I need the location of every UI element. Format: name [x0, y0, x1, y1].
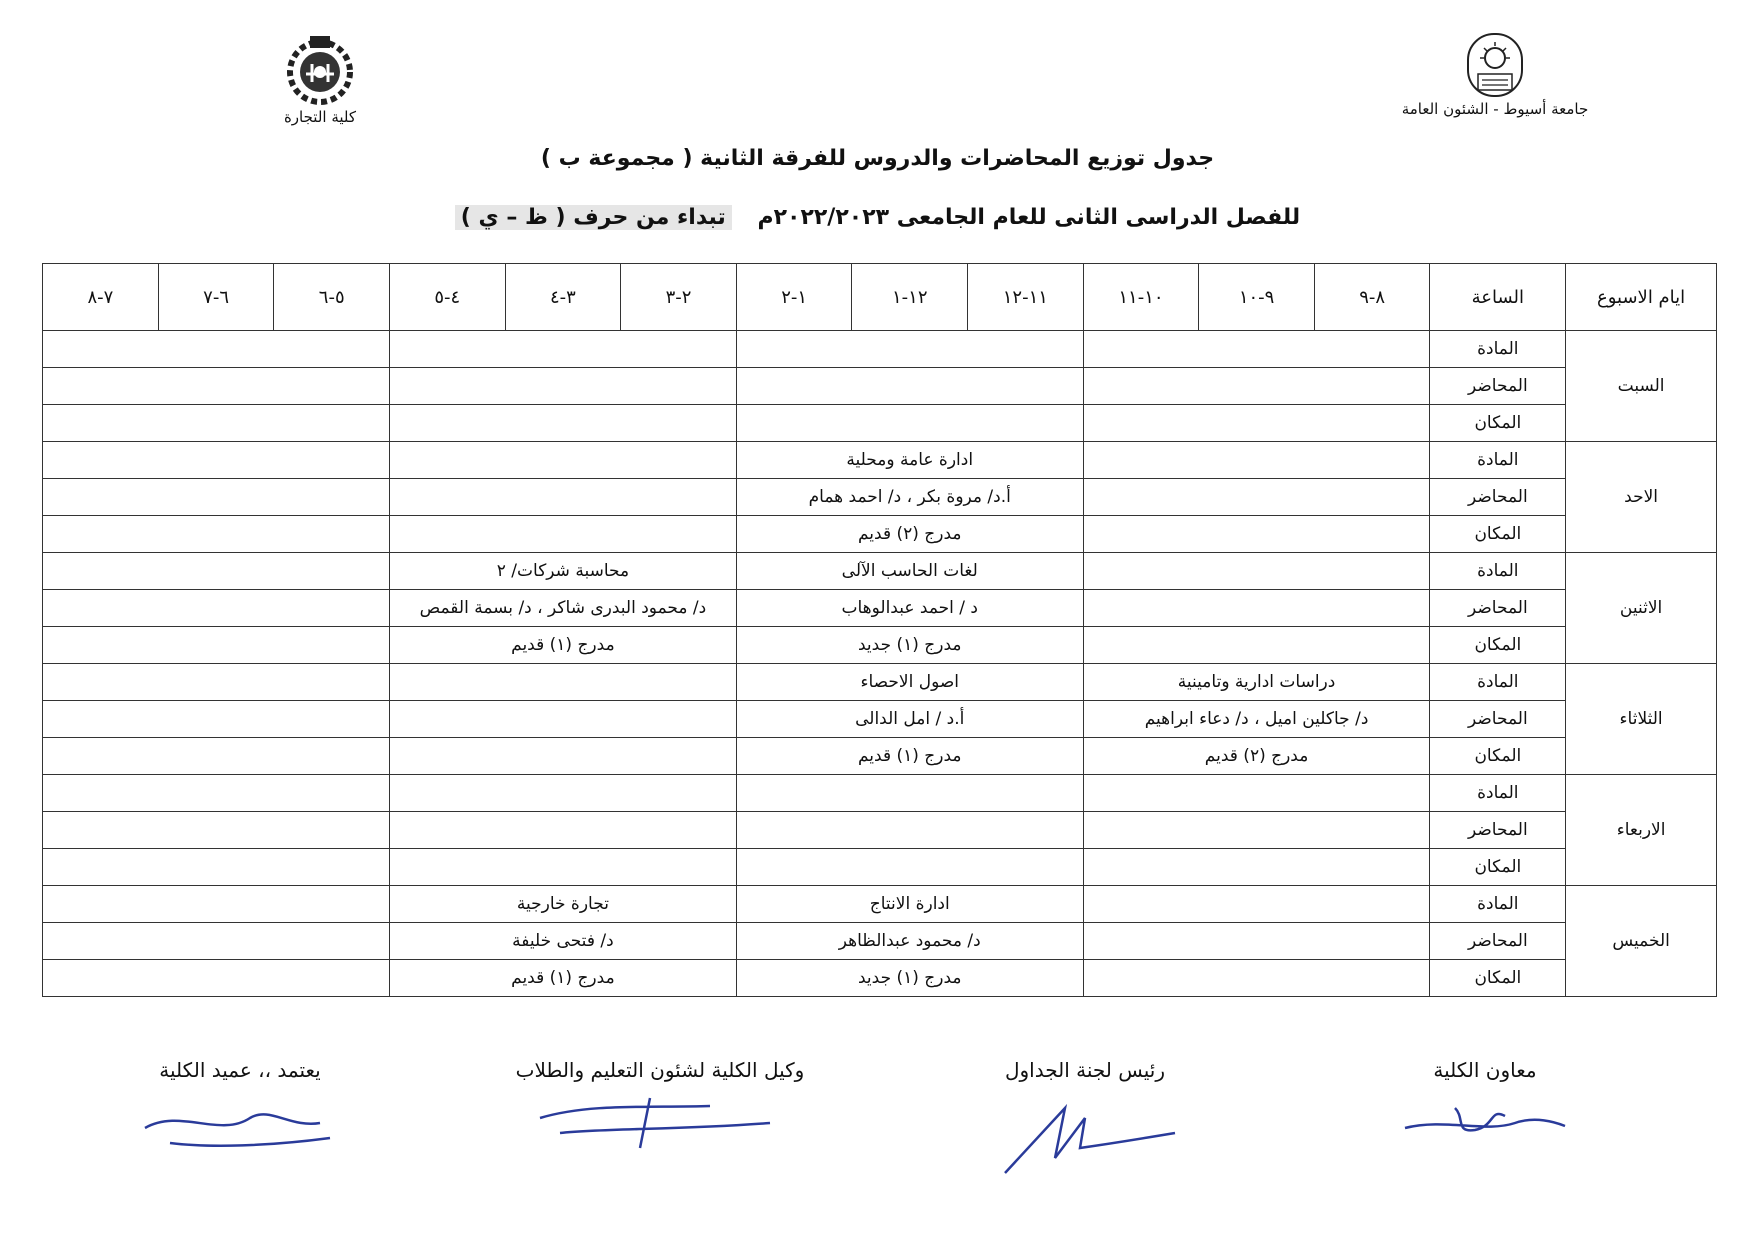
slot-cell	[390, 849, 737, 886]
table-row	[43, 331, 1717, 368]
day-name: السبت	[1566, 331, 1717, 442]
table-row	[43, 516, 1717, 553]
slot-cell	[390, 775, 737, 812]
handwritten-signature-icon	[530, 1088, 790, 1158]
signature-vice-dean	[480, 1058, 840, 1158]
slot-cell: د/ فتحى خليفة	[390, 923, 737, 960]
slot-cell	[390, 738, 737, 775]
table-row	[43, 849, 1717, 886]
slot-cell	[43, 368, 390, 405]
day-name: الاربعاء	[1566, 775, 1717, 886]
time-header: ١-٢	[736, 264, 852, 331]
time-header: ١٢-١	[852, 264, 968, 331]
slot-cell	[736, 812, 1083, 849]
slot-cell	[1083, 627, 1430, 664]
row-label: المكان	[1430, 405, 1566, 442]
row-label: المحاضر	[1430, 590, 1566, 627]
table-row	[43, 923, 1717, 960]
slot-cell: د/ محمود عبدالظاهر	[736, 923, 1083, 960]
signature-committee-head-label: رئيس لجنة الجداول	[1004, 1058, 1166, 1082]
table-row	[43, 590, 1717, 627]
table-header-row	[43, 264, 1717, 331]
signature-dean-label: يعتمد ،، عميد الكلية	[159, 1058, 321, 1082]
slot-cell	[390, 368, 737, 405]
time-header: ٢-٣	[621, 264, 737, 331]
slot-cell: مدرج (١) قديم	[390, 627, 737, 664]
slot-cell	[736, 405, 1083, 442]
slot-cell: مدرج (١) قديم	[390, 960, 737, 997]
page-subtitle	[0, 205, 1755, 230]
table-row	[43, 812, 1717, 849]
slot-cell	[43, 812, 390, 849]
slot-cell	[43, 923, 390, 960]
table-row	[43, 553, 1717, 590]
row-label: المحاضر	[1430, 479, 1566, 516]
table-row	[43, 775, 1717, 812]
slot-cell	[1083, 479, 1430, 516]
slot-cell	[390, 331, 737, 368]
row-label: المكان	[1430, 960, 1566, 997]
slot-cell	[1083, 553, 1430, 590]
row-label: المحاضر	[1430, 923, 1566, 960]
slot-cell	[736, 331, 1083, 368]
slot-cell	[1083, 923, 1430, 960]
table-row	[43, 664, 1717, 701]
slot-cell	[43, 405, 390, 442]
table-row	[43, 886, 1717, 923]
slot-cell	[43, 590, 390, 627]
slot-cell	[43, 664, 390, 701]
slot-cell	[43, 775, 390, 812]
day-name: الخميس	[1566, 886, 1717, 997]
university-header	[1375, 30, 1615, 118]
slot-cell: اصول الاحصاء	[736, 664, 1083, 701]
subtitle-highlight: تبداء من حرف ( ظ – ي )	[455, 205, 732, 230]
time-header: ١٠-١١	[1083, 264, 1199, 331]
faculty-emblem-icon	[280, 30, 360, 108]
time-header: ١١-١٢	[968, 264, 1084, 331]
slot-cell: د/ محمود البدرى شاكر ، د/ بسمة القمص	[390, 590, 737, 627]
day-name: الثلاثاء	[1566, 664, 1717, 775]
signature-vice-dean-label: وكيل الكلية لشئون التعليم والطلاب	[515, 1058, 805, 1082]
slot-cell: لغات الحاسب الآلى	[736, 553, 1083, 590]
slot-cell	[43, 331, 390, 368]
row-label: المادة	[1430, 664, 1566, 701]
slot-cell: أ.د/ مروة بكر ، د/ احمد همام	[736, 479, 1083, 516]
slot-cell	[1083, 775, 1430, 812]
slot-cell	[736, 368, 1083, 405]
table-row	[43, 738, 1717, 775]
table-row	[43, 701, 1717, 738]
slot-cell	[43, 960, 390, 997]
slot-cell: مدرج (٢) قديم	[1083, 738, 1430, 775]
slot-cell	[390, 405, 737, 442]
slot-cell	[1083, 405, 1430, 442]
slot-cell	[43, 886, 390, 923]
slot-cell: مدرج (١) جديد	[736, 627, 1083, 664]
row-label: المادة	[1430, 331, 1566, 368]
time-header: ٦-٧	[158, 264, 274, 331]
slot-cell	[1083, 849, 1430, 886]
slot-cell	[1083, 812, 1430, 849]
slot-cell	[1083, 590, 1430, 627]
table-row	[43, 960, 1717, 997]
university-name: جامعة أسيوط - الشئون العامة	[1401, 100, 1589, 118]
table-row	[43, 405, 1717, 442]
signature-dean	[120, 1058, 360, 1158]
day-name: الاثنين	[1566, 553, 1717, 664]
slot-cell: ادارة عامة ومحلية	[736, 442, 1083, 479]
table-row	[43, 368, 1717, 405]
row-label: المحاضر	[1430, 701, 1566, 738]
slot-cell	[1083, 368, 1430, 405]
slot-cell	[736, 775, 1083, 812]
slot-cell	[43, 627, 390, 664]
row-label: المادة	[1430, 886, 1566, 923]
slot-cell	[1083, 442, 1430, 479]
university-logo-icon	[1460, 30, 1530, 100]
slot-cell	[390, 442, 737, 479]
row-label: المكان	[1430, 849, 1566, 886]
table-row	[43, 442, 1717, 479]
slot-cell	[736, 849, 1083, 886]
time-header: ٤-٥	[390, 264, 506, 331]
slot-cell	[43, 701, 390, 738]
time-header: ٥-٦	[274, 264, 390, 331]
slot-cell: مدرج (١) جديد	[736, 960, 1083, 997]
time-header: ٨-٩	[1314, 264, 1430, 331]
hour-header: الساعة	[1430, 264, 1566, 331]
slot-cell	[43, 479, 390, 516]
signature-committee-head	[960, 1058, 1210, 1178]
row-label: المكان	[1430, 516, 1566, 553]
slot-cell: د/ جاكلين اميل ، د/ دعاء ابراهيم	[1083, 701, 1430, 738]
slot-cell	[43, 738, 390, 775]
slot-cell: أ.د / امل الدالى	[736, 701, 1083, 738]
slot-cell	[43, 516, 390, 553]
time-header: ٣-٤	[505, 264, 621, 331]
slot-cell: مدرج (١) قديم	[736, 738, 1083, 775]
slot-cell: مدرج (٢) قديم	[736, 516, 1083, 553]
slot-cell	[390, 701, 737, 738]
corner-header: ايام الاسبوع	[1566, 264, 1717, 331]
table-row	[43, 479, 1717, 516]
row-label: المحاضر	[1430, 368, 1566, 405]
slot-cell	[390, 812, 737, 849]
signature-assistant	[1380, 1058, 1590, 1158]
row-label: المادة	[1430, 553, 1566, 590]
faculty-header	[240, 30, 400, 126]
slot-cell: دراسات ادارية وتامينية	[1083, 664, 1430, 701]
slot-cell	[43, 442, 390, 479]
slot-cell	[390, 516, 737, 553]
row-label: المادة	[1430, 442, 1566, 479]
row-label: المكان	[1430, 627, 1566, 664]
handwritten-signature-icon	[985, 1088, 1185, 1178]
day-name: الاحد	[1566, 442, 1717, 553]
slot-cell: محاسبة شركات/ ٢	[390, 553, 737, 590]
slot-cell	[43, 553, 390, 590]
page-title: جدول توزيع المحاضرات والدروس للفرقة الثانية ( مجموعة ب )	[540, 146, 1215, 171]
time-header: ٩-١٠	[1199, 264, 1315, 331]
signature-assistant-label: معاون الكلية	[1433, 1058, 1537, 1082]
slot-cell	[1083, 516, 1430, 553]
slot-cell: ادارة الانتاج	[736, 886, 1083, 923]
slot-cell	[1083, 960, 1430, 997]
subtitle-text: للفصل الدراسى الثانى للعام الجامعى ٢٠٢٢/٢٠٢٣م	[757, 205, 1301, 230]
handwritten-signature-icon	[1395, 1088, 1575, 1158]
slot-cell	[390, 479, 737, 516]
handwritten-signature-icon	[130, 1088, 350, 1158]
slot-cell	[390, 664, 737, 701]
table-row	[43, 627, 1717, 664]
time-header: ٧-٨	[43, 264, 159, 331]
faculty-name: كلية التجارة	[283, 108, 357, 126]
slot-cell	[1083, 886, 1430, 923]
slot-cell: د / احمد عبدالوهاب	[736, 590, 1083, 627]
slot-cell	[1083, 331, 1430, 368]
schedule-table	[42, 263, 1717, 997]
row-label: المحاضر	[1430, 812, 1566, 849]
row-label: المكان	[1430, 738, 1566, 775]
slot-cell: تجارة خارجية	[390, 886, 737, 923]
row-label: المادة	[1430, 775, 1566, 812]
slot-cell	[43, 849, 390, 886]
